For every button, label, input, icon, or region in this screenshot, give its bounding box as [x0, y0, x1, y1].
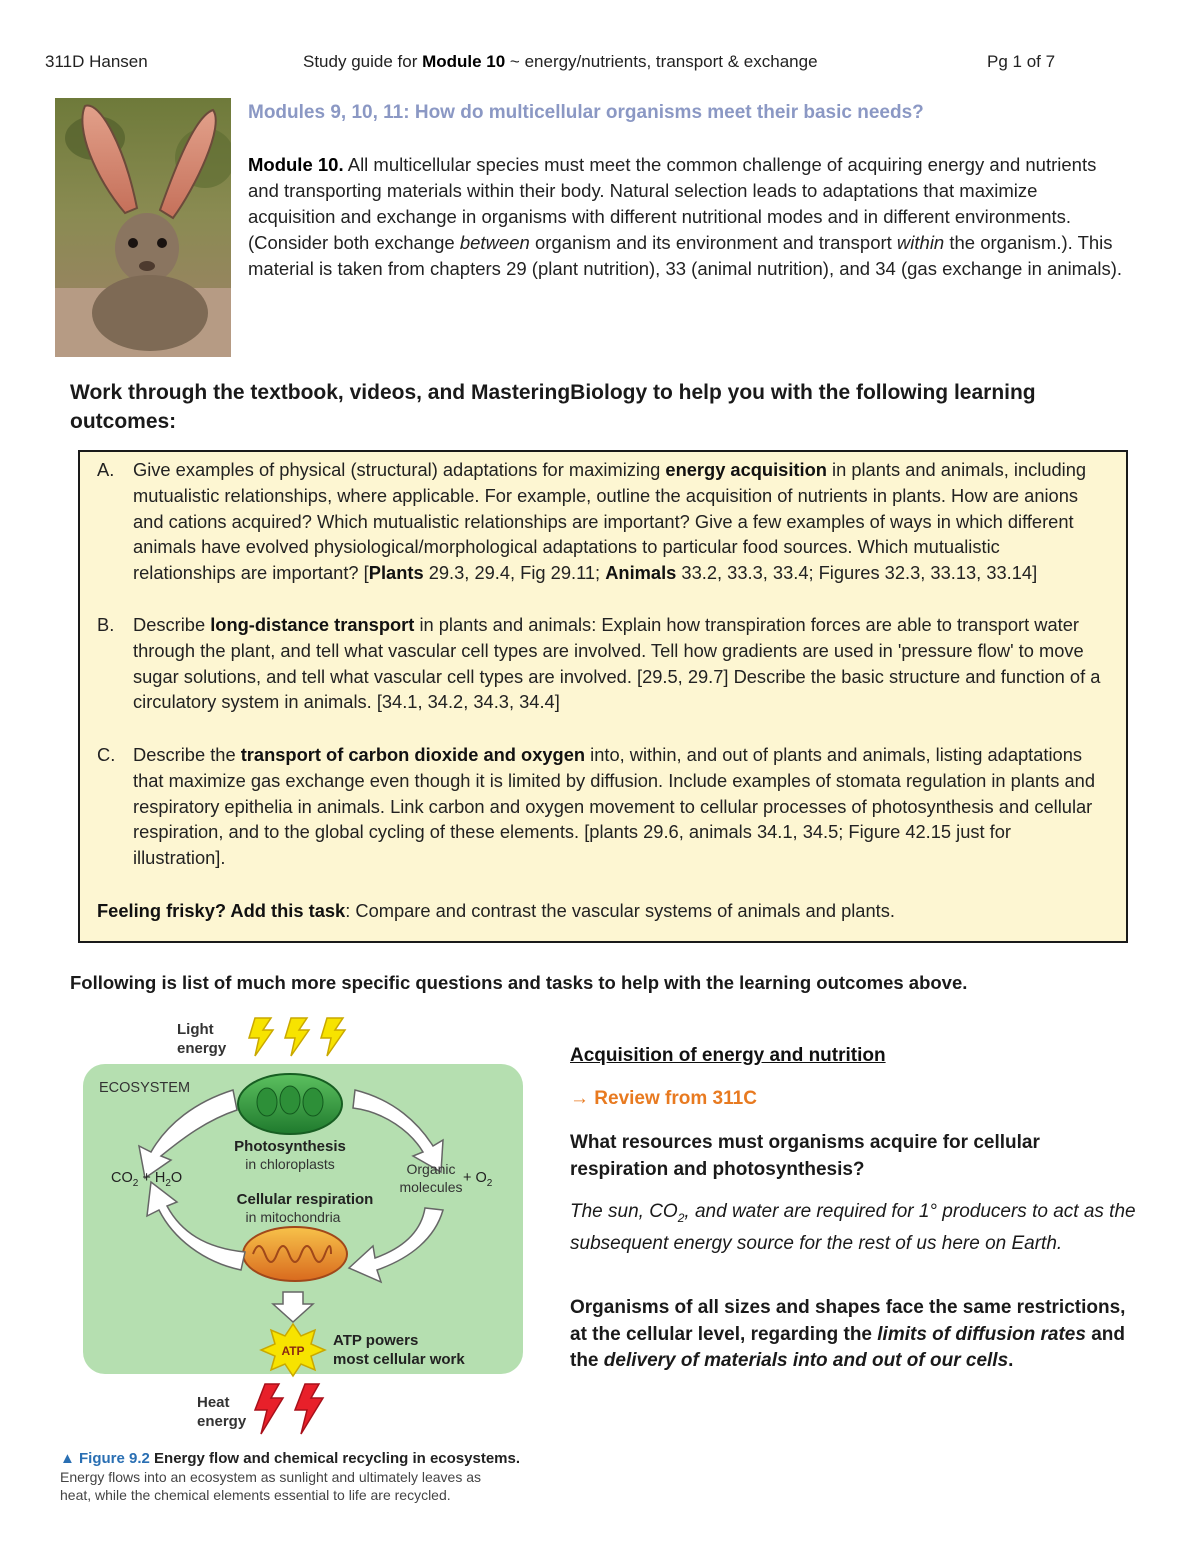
outcome-b-bold-transport: long-distance transport — [210, 614, 415, 635]
statement-text-a: Organisms of all sizes and shapes face the same restrictions, at the cellular level, regarding the — [570, 1297, 1126, 1345]
review-link: → Review from 311C — [570, 1088, 757, 1109]
intro-emphasis-between: between — [459, 232, 530, 253]
atp-label: ATP — [281, 1344, 305, 1358]
modules-title: Modules 9, 10, 11: How do multicellular organisms meet their basic needs? — [248, 102, 924, 123]
header-title-module: Module 10 — [422, 52, 506, 71]
intro-emphasis-within: within — [896, 232, 945, 253]
outcome-a-bold-plants: Plants — [368, 562, 424, 584]
outcome-a-letter: A. — [97, 459, 115, 480]
outcome-a-text — [133, 457, 1107, 586]
outcome-b — [97, 612, 1107, 715]
light-energy-arrows — [249, 1018, 345, 1056]
outcome-b-text — [133, 612, 1107, 715]
outcome-c-letter: C. — [97, 744, 116, 765]
answer-text-a: The sun, CO — [570, 1201, 678, 1222]
atp-powers-label-2: most cellular work — [333, 1351, 465, 1368]
photosynthesis-label: Photosynthesis — [234, 1138, 346, 1155]
jackrabbit-photo — [55, 98, 231, 357]
organic-label-2: molecules — [399, 1179, 463, 1195]
header-author: 311D Hansen — [45, 52, 148, 71]
module-intro-paragraph — [248, 152, 1128, 282]
frisky-text: : Compare and contrast the vascular systems of animals and plants. — [345, 900, 895, 921]
header-title — [303, 52, 818, 72]
intro-text-2: organism and its environment and transport — [529, 232, 897, 253]
outcome-c-t1: Describe the — [133, 744, 241, 765]
outcome-c-text — [133, 742, 1107, 871]
outcome-a-t1: Give examples of physical (structural) adaptations for maximizing — [133, 459, 666, 480]
ecosystem-label: ECOSYSTEM — [99, 1080, 191, 1096]
statement-emphasis-diffusion: limits of diffusion rates — [877, 1323, 1086, 1345]
frisky-task — [97, 898, 1107, 924]
heat-label-2: energy — [197, 1413, 247, 1430]
heat-label-1: Heat — [197, 1394, 230, 1411]
outcome-a-bold-energy: energy acquisition — [665, 459, 827, 480]
intro-text-1: All multicellular species must meet the common challenge of acquiring energy and nutrients and transporting materials within their body. Natural selection leads to adaptations that maximize acquisition and exchange in organisms with different nutritional modes and in different environments. (Consider both exchange — [248, 154, 1097, 253]
statement-diffusion — [570, 1295, 1140, 1375]
light-label-1: Light — [177, 1021, 214, 1038]
outcome-a-t4: 33.2, 33.3, 33.4; Figures 32.3, 33.13, 33.14] — [676, 562, 1038, 584]
co2-h2o-label: $CO_2 + H_2O$ — [111, 1170, 183, 1189]
outcome-c-bold-gas: transport of carbon dioxide and oxygen — [240, 744, 586, 765]
frisky-label: Feeling frisky? Add this task — [97, 900, 346, 921]
module-label: Module 10. — [248, 154, 344, 175]
outcome-b-t1: Describe — [133, 614, 211, 635]
figure-caption-title: ▲ Figure 9.2 Energy flow and chemical recycling in ecosystems. — [60, 1450, 521, 1467]
header-title-prefix: Study guide for — [303, 52, 423, 71]
header-title-suffix: ~ energy/nutrients, transport & exchange — [505, 52, 818, 71]
o2-label: + $O_2$ — [463, 1170, 493, 1189]
outcome-c — [97, 742, 1107, 871]
statement-emphasis-delivery: delivery of materials into and out of our cells — [603, 1350, 1009, 1371]
intro-text-3: the organism.). This material is taken from chapters 29 (plant nutrition), 33 (animal nutrition), and 34 (gas exchange in animals). — [248, 232, 1123, 279]
outcome-a-t2: in plants and animals, including mutualistic relationships, where applicable. For example, outline the acquisition of nutrients in plants. How are anions and cations acquired? Which mutualistic relationships are important? Give a few examples of ways in which different animals have evolved physiological/morphological adaptations to particular food sources. Which mutualistic relationships are important? [ — [133, 459, 1087, 584]
header-page-number: Pg 1 of 7 — [987, 52, 1056, 71]
atp-powers-label-1: ATP powers — [333, 1332, 419, 1349]
question-resources: What resources must organisms acquire for cellular respiration and photosynthesis? — [570, 1132, 1040, 1180]
chloroplasts-label: in chloroplasts — [245, 1156, 335, 1172]
outcome-b-t2: in plants and animals: Explain how transpiration forces are able to transport water through the plant, and tell what vascular cell types are involved. Tell how gradients are used in 'pressure flow' to move sugar solutions, and tell what vascular cell types are involved. [29.5, 29.7] Describe the basic structure and function of a circulatory system in animals. [34.1, 34.2, 34.3, 34.4] — [133, 614, 1101, 713]
outcome-a-t3: 29.3, 29.4, Fig 29.11; — [423, 562, 606, 584]
figure-caption-body-1: Energy flows into an ecosystem as sunlight and ultimately leaves as — [60, 1469, 481, 1485]
outcome-a — [97, 457, 1107, 586]
organic-label-1: Organic — [406, 1161, 456, 1177]
answer-subscript: 2 — [677, 1210, 685, 1225]
figure-caption-body-2: heat, while the chemical elements essential to life are recycled. — [60, 1487, 451, 1503]
heat-energy-arrows — [255, 1384, 323, 1434]
following-note: Following is list of much more specific questions and tasks to help with the learning outcomes above. — [70, 972, 968, 993]
light-label-2: energy — [177, 1040, 227, 1057]
statement-text-b: and the — [570, 1323, 1126, 1371]
statement-text-c: . — [1008, 1350, 1014, 1371]
acquisition-heading: Acquisition of energy and nutrition — [570, 1045, 886, 1066]
work-through-heading: Work through the textbook, videos, and MasteringBiology to help you with the following learning outcomes: — [70, 381, 1036, 433]
outcome-a-bold-animals: Animals — [605, 562, 677, 584]
mitochondria-label: in mitochondria — [245, 1209, 341, 1225]
figure-energy-flow — [55, 1012, 555, 1507]
outcome-b-letter: B. — [97, 614, 115, 635]
outcome-c-t2: into, within, and out of plants and animals, listing adaptations that maximize gas exchange even though it is limited by diffusion. Include examples of stomata regulation in plants and respiratory epithelia in animals. Link carbon and oxygen movement to cellular processes of photosynthesis and cellular respiration, and to the global cycling of these elements. [plants 29.6, animals 34.1, 34.5; Figure 42.15 just for illustration]. — [133, 744, 1096, 869]
cellular-respiration-label: Cellular respiration — [236, 1191, 374, 1208]
answer-text-b: , and water are required for 1° producers to act as the subsequent energy source for the rest of us here on Earth. — [570, 1201, 1136, 1255]
learning-outcomes-box — [78, 450, 1128, 943]
answer-resources — [570, 1199, 1140, 1258]
